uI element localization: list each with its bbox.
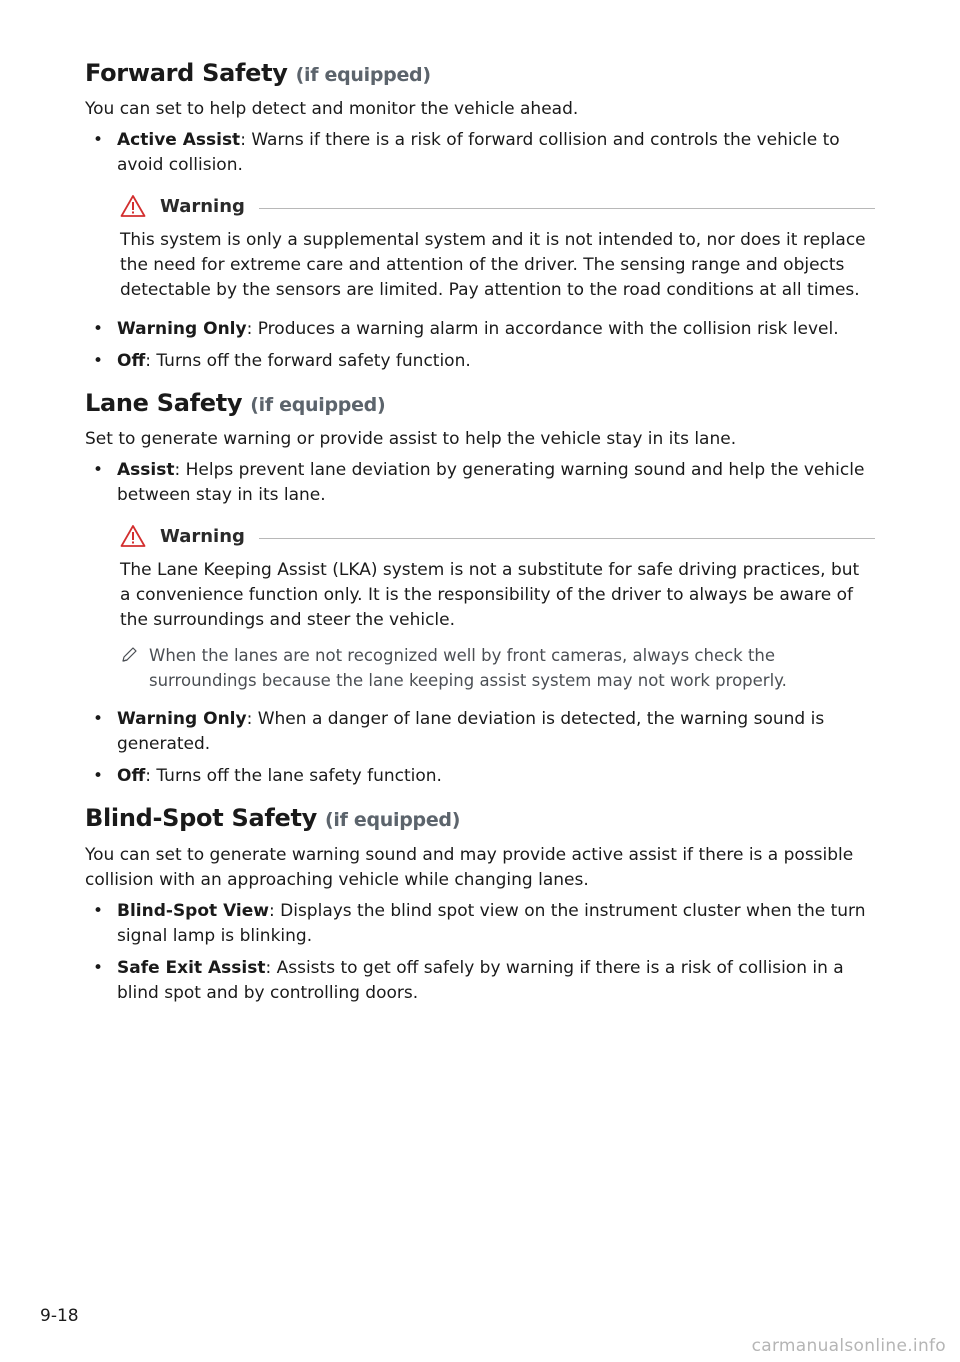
note xyxy=(120,643,875,693)
list-item: • Safe Exit Assist: Assists to get off safely by warning if there is a risk of collision in a blind spot and by controlling doors. xyxy=(85,956,875,1006)
list-item: • Off: Turns off the lane safety function. xyxy=(85,764,875,789)
warning-triangle-icon xyxy=(120,524,146,548)
section-lane-safety xyxy=(85,388,875,789)
option-list xyxy=(85,707,875,789)
list-item: • Active Assist: Warns if there is a risk of forward collision and controls the vehicle to avoid collision. xyxy=(85,128,875,178)
option-list xyxy=(85,899,875,1006)
note-text: When the lanes are not recognized well by front cameras, always check the surroundings because the lane keeping assist system may not work properly. xyxy=(149,646,787,691)
list-item: • Blind-Spot View: Displays the blind spot view on the instrument cluster when the turn signal lamp is blinking. xyxy=(85,899,875,949)
list-item: • Assist: Helps prevent lane deviation by generating warning sound and help the vehicle between stay in its lane. xyxy=(85,458,875,508)
list-item: • Off: Turns off the forward safety function. xyxy=(85,349,875,374)
warning-box xyxy=(120,192,875,303)
warning-title: Warning xyxy=(160,195,245,217)
warning-box xyxy=(120,522,875,693)
option-list xyxy=(85,317,875,374)
warning-title: Warning xyxy=(160,525,245,547)
option-list xyxy=(85,128,875,178)
list-item: • Warning Only: Produces a warning alarm in accordance with the collision risk level. xyxy=(85,317,875,342)
list-item: • Warning Only: When a danger of lane deviation is detected, the warning sound is generated. xyxy=(85,707,875,757)
warning-triangle-icon xyxy=(120,194,146,218)
warning-divider xyxy=(259,538,875,539)
manual-page xyxy=(85,58,875,1013)
section-blind-spot-safety xyxy=(85,803,875,1005)
section-forward-safety xyxy=(85,58,875,374)
section-intro: You can set to generate warning sound and may provide active assist if there is a possible collision with an approaching vehicle while changing lanes. xyxy=(85,844,854,890)
pencil-note-icon xyxy=(120,646,138,664)
section-title: Blind-Spot Safety (if equipped) xyxy=(85,804,461,833)
watermark: carmanualsonline.info xyxy=(751,1336,946,1356)
page-number: 9-18 xyxy=(40,1306,79,1326)
if-equipped-tag: (if equipped) xyxy=(250,394,386,417)
warning-text: This system is only a supplemental system and it is not intended to, nor does it replace the need for extreme care and attention of the driver. The sensing range and objects detectable by the sensors are limited. Pay attention to the road conditions at all times. xyxy=(120,230,866,301)
section-title: Forward Safety (if equipped) xyxy=(85,59,431,87)
section-intro: You can set to help detect and monitor the vehicle ahead. xyxy=(85,99,579,120)
warning-divider xyxy=(259,208,875,209)
option-list xyxy=(85,458,875,508)
warning-text: The Lane Keeping Assist (LKA) system is not a substitute for safe driving practices, but a convenience function only. It is the responsibility of the driver to always be aware of the surroundings and steer the vehicle. xyxy=(120,560,860,631)
section-title: Lane Safety (if equipped) xyxy=(85,389,386,418)
if-equipped-tag: (if equipped) xyxy=(325,809,461,832)
if-equipped-tag: (if equipped) xyxy=(295,64,431,86)
section-intro: Set to generate warning or provide assist to help the vehicle stay in its lane. xyxy=(85,429,737,450)
